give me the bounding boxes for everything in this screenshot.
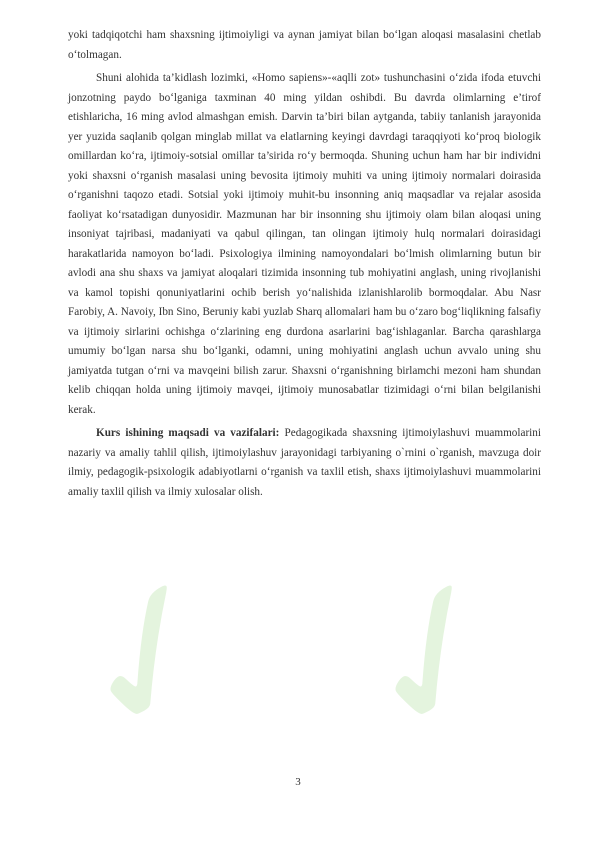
paragraph: yoki tadqiqotchi ham shaxsning ijtimoiyligi va aynan jamiyat bilan bo‘lgan aloqasi masalasini chetlab o‘tolmagan.	[68, 29, 541, 61]
page-number: 3	[295, 776, 301, 788]
paragraph: Shuni alohida ta’kidlash lozimki, «Homo sapiens»-«aqlli zot» tushunchasini o‘zida ifoda etuvchi jonzotning paydo bo‘lganiga taxminan 40 ming yildan oshibdi. Bu davrda olimlarning e’tirof etishlaricha, 16 ming avlod almashgan emish. Darvin ta’biri bilan aytganda, tabiiy tanlanish jarayonida yer yuzida saqlanib qolgan minglab millat va elatlarning keyingi davrdagi taraqqiyoti ko‘proq biologik omillardan ko‘ra, ijtimoiy-sotsial omillar ta’sirida ro‘y bermoqda. Shuning uchun ham har bir individni yoki shaxsni o‘rganish masalasi uning bevosita ijtimoiy muhiti va uning ijtimoiy normalari doirasida o‘rganishni taqozo etadi. Sotsial yoki ijtimoiy muhit-bu insonning aniq maqsadlar va rejalar asosida faoliyat ko‘rsatadigan dunyosidir. Mazmunan har bir insonning shu ijtimoiy olam bilan aloqasi uning insoniyat tajribasi, madaniyati va qabul qilingan, tan olingan ijtimoiy hulq normalari doirasidagi harakatlarida namoyon bo‘ladi. Psixologiya ilmining namoyondalari bo‘lmish olimlarning butun bir avlodi ana shu shaxs va jamiyat aloqalari tizimida insonning tub mohiyatini anglash, uning rivojlanishi va kamol topishi qonuniyatlarini ochib berish yo‘nalishida izlanishlarolib bormoqdalar. Abu Nasr Farobiy, A. Navoiy, Ibn Sino, Beruniy kabi yuzlab Sharq allomalari ham bu o‘zaro bog‘liqlikning falsafiy va ijtimoiy sirlarini ochishga o‘zlarining eng durdona asarlarini bag‘ishlaganlar. Barcha qarashlarga umumiy bo‘lgan narsa shu bo‘lganki, odamni, uning mohiyatini anglash uchun avvalo uning shu jamiyatda tutgan o‘rni va mavqeini bilish zarur. Shaxsni o‘rganishning birlamchi mezoni ham shundan kelib chiqqan holda uning ijtimoiy mavqei, ijtimoiy munosabatlar tizimidagi o‘rni bilan belgilanishi kerak.	[68, 72, 541, 416]
paragraph-text: Pedagogikada shaxsning ijtimoiylashuvi muammolarini nazariy va amaliy tahlil qilish, ijtimoiylashuv jarayonidagi tarbiyaning o`rnini o`rganish, mavzuga doir ilmiy, pedagogik-psixologik adabiyotlarni o‘rganish va taxlil etish, shaxs ijtimoiylashuvi muammolarini amaliy taxlil qilish va ilmiy xulosalar olish.	[68, 427, 541, 498]
paragraph-objectives	[68, 424, 541, 502]
watermark-logo: ✓	[27, 519, 272, 790]
section-heading: Kurs ishining maqsadi va vazifalari:	[96, 427, 280, 439]
document-body	[68, 26, 541, 506]
watermark-logo: ✓	[312, 519, 557, 790]
